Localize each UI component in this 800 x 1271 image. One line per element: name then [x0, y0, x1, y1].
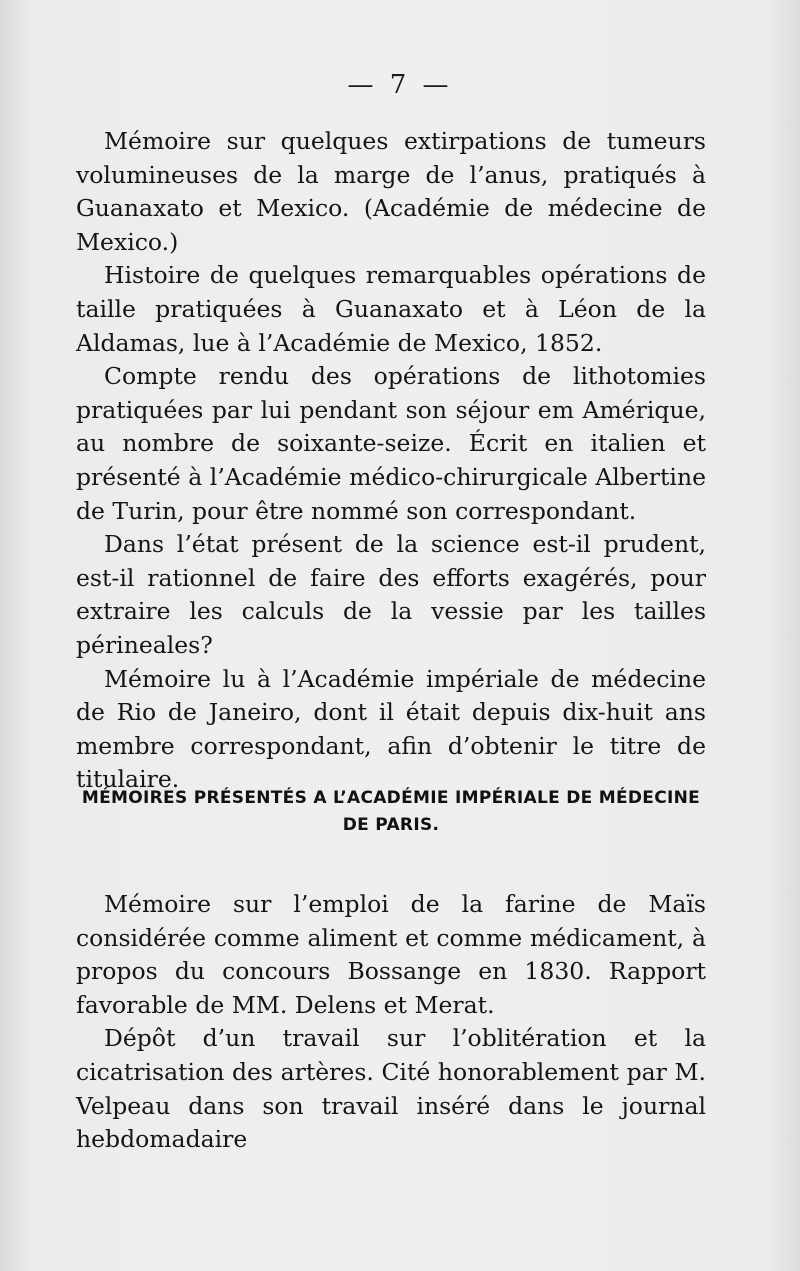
section-heading-line2: DE PARIS. — [342, 815, 440, 835]
section-paris-memoirs — [76, 888, 706, 1157]
section-heading — [76, 785, 706, 839]
section-heading-line1: MÉMOIRES PRÉSENTÉS A L’ACADÉMIE IMPÉRIALE DE MÉDECINE — [81, 788, 701, 808]
paragraph-obliteration: Dépôt d’un travail sur l’oblitération et la cicatrisation des artères. Cité honorablement par M. Velpeau dans son travail inséré dans le journal hebdomadaire — [76, 1024, 706, 1154]
paragraph-extirpations: Mémoire sur quelques extirpations de tumeurs volumineuses de la marge de l’anus, pratiqués à Guanaxato et Mexico. (Académie de médecine de Mexico.) — [76, 127, 706, 256]
paragraph-taille-operations: Histoire de quelques remarquables opérations de taille pratiquées à Guanaxato et à Léon de la Aldamas, lue à l’Académie de Mexico, 1852. — [76, 261, 706, 357]
paragraph-farine-de-mais: Mémoire sur l’emploi de la farine de Maïs considérée comme aliment et comme médicament, à propos du concours Bossange en 1830. Rapport favorable de MM. Delens et Merat. — [76, 890, 706, 1019]
page-number: — 7 — — [347, 70, 453, 100]
section-memoirs-list — [76, 125, 706, 797]
paragraph-etat-present: Dans l’état présent de la science est-il prudent, est-il rationnel de faire des efforts exagérés, pour extraire les calculs de la vessie par les tailles périneales? — [76, 530, 706, 659]
paragraph-lithotomies: Compte rendu des opérations de lithotomies pratiquées par lui pendant son séjour em Amérique, au nombre de soixante-seize. Écrit en italien et présenté à l’Académie médico-chirurgicale Albertine de Turin, pour être nommé son correspondant. — [76, 362, 706, 525]
paragraph-rio-de-janeiro: Mémoire lu à l’Académie impériale de médecine de Rio de Janeiro, dont il était depuis dix-huit ans membre correspondant, afin d’obtenir le titre de titulaire. — [76, 664, 706, 794]
